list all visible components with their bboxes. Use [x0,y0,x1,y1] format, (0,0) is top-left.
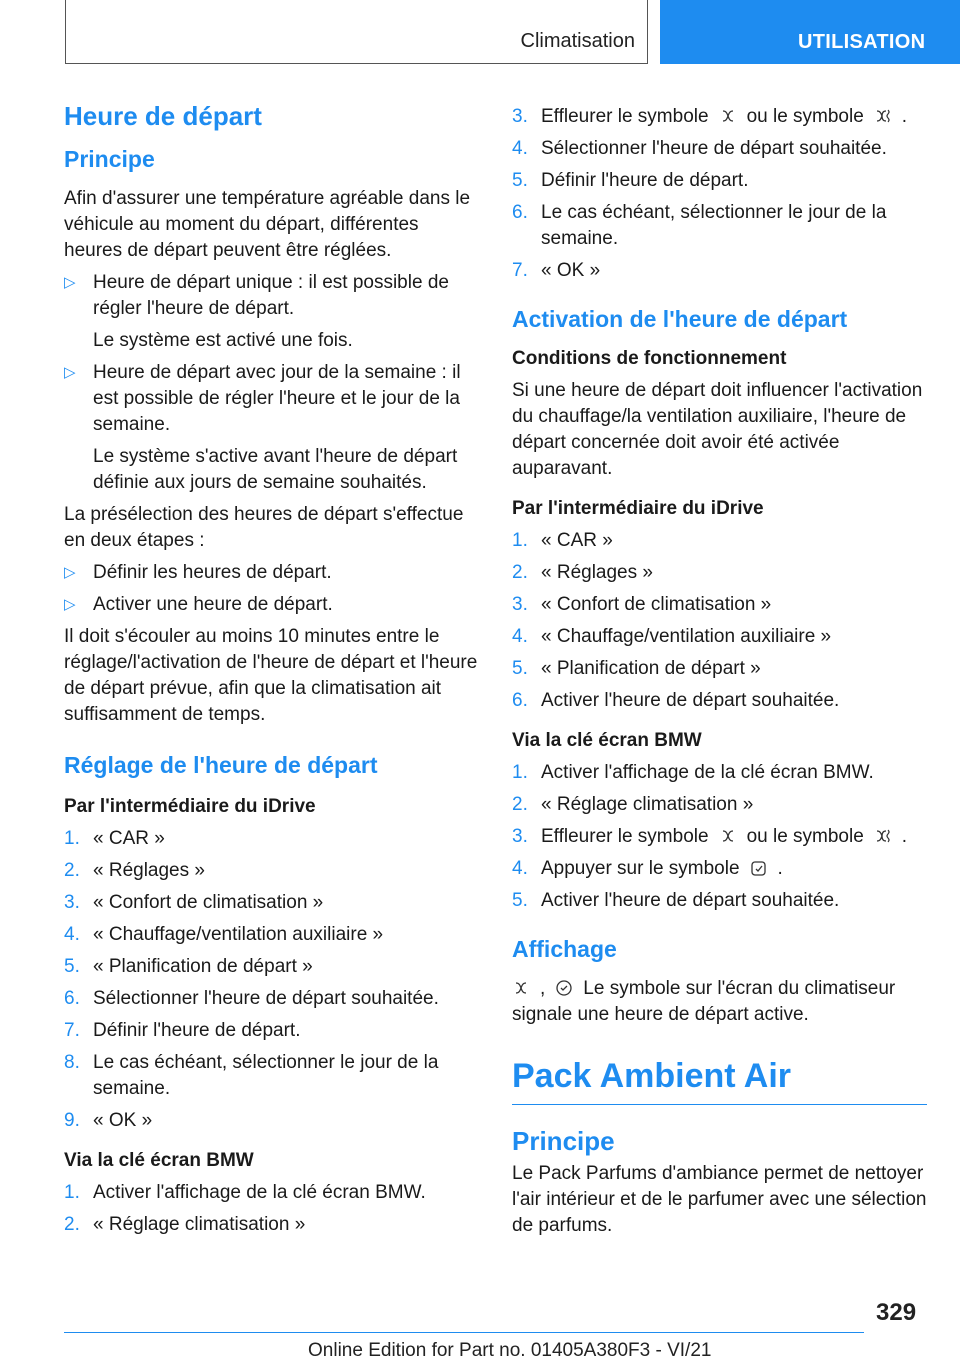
numbered-list-key [64,1180,479,1238]
step-text: « Confort de climatisation » [541,594,772,615]
step-text: « Réglage climatisation » [93,1214,306,1235]
footer-divider [64,1332,864,1333]
numbered-list-key-activation [512,760,927,914]
step-text: « Confort de climatisation » [93,892,324,913]
list-item [512,760,927,786]
list-item [64,1018,479,1044]
affichage-text: Le symbole sur l'écran du climatiseur signale une heure de départ active. [512,978,896,1025]
list-item-text: Heure de départ unique : il est possible de régler l'heure de départ. [93,272,449,319]
step-number: 9. [64,1110,80,1131]
list-item [512,856,927,882]
step-number: 7. [512,260,528,281]
list-item [512,656,927,682]
step-text: « CAR » [541,530,613,551]
clock-icon [555,979,573,997]
heating-ventilation-icon [874,107,892,125]
heading-key: Via la clé écran BMW [64,1150,254,1171]
step-number: 2. [512,794,528,815]
step-text: Activer l'affichage de la clé écran BMW. [541,762,874,783]
step-number: 6. [64,988,80,1009]
list-item [64,890,479,916]
step-text: « Réglages » [541,562,653,583]
triangle-bullet-icon: ▷ [64,564,76,581]
step-number: 8. [64,1052,80,1073]
step-number: 1. [64,828,80,849]
step-number: 3. [512,106,528,127]
list-item [64,858,479,884]
heating-ventilation-icon [874,827,892,845]
list-item [512,592,927,618]
heading-idrive-activation: Par l'intermédiaire du iDrive [512,498,764,519]
list-item [512,688,927,714]
heading-pack-ambient-air: Pack Ambient Air [512,1056,927,1105]
step-text: Le cas échéant, sélectionner le jour de la semaine. [93,1052,439,1099]
heading-activation: Activation de l'heure de départ [512,306,848,332]
list-item [64,1108,479,1134]
list-item [512,792,927,818]
step-text: Activer l'heure de départ souhaitée. [541,890,840,911]
ventilation-icon [719,107,737,125]
bullet-list-modes [64,270,479,496]
heading-principe: Principe [64,146,155,172]
heading-heure-de-depart: Heure de départ [64,101,262,131]
left-column [64,100,479,1244]
heading-affichage: Affichage [512,936,617,962]
list-item [512,560,927,586]
paragraph-timing: Il doit s'écouler au moins 10 minutes entre le réglage/l'activation de l'heure de départ et l'heure de départ prévue, afin que la climatisation ait suffisamment de temps. [64,626,478,725]
list-item [64,360,479,496]
list-item [64,1180,479,1206]
triangle-bullet-icon: ▷ [64,364,76,381]
step-number: 1. [512,530,528,551]
list-item [512,200,927,252]
list-item [64,986,479,1012]
list-item [64,560,479,586]
step-number: 6. [512,690,528,711]
paragraph-conditions: Si une heure de départ doit influencer l'activation du chauffage/la ventilation auxiliaire, l'heure de départ concernée doit avoir été activée auparavant. [512,380,923,479]
list-item [512,624,927,650]
heading-principe-pack: Principe [512,1126,615,1156]
footer-edition: Online Edition for Part no. 01405A380F3 - VI/21 [308,1340,712,1361]
step-number: 1. [64,1182,80,1203]
numbered-list-idrive-activation [512,528,927,714]
section-header-box [65,0,648,64]
paragraph-intro: Afin d'assurer une température agréable dans le véhicule au moment du départ, différentes heures de départ peuvent être réglées. [64,188,471,261]
triangle-bullet-icon: ▷ [64,274,76,291]
list-item [64,1050,479,1102]
step-number: 3. [512,826,528,847]
heading-idrive: Par l'intermédiaire du iDrive [64,796,316,817]
step-text: Activer l'affichage de la clé écran BMW. [93,1182,426,1203]
step-text: Effleurer le symbole [541,106,709,127]
list-item-text: Définir les heures de départ. [93,562,332,583]
ventilation-icon [512,979,530,997]
page-number: 329 [876,1299,917,1326]
list-item [64,592,479,618]
step-text: « Planification de départ » [93,956,313,977]
step-text: « OK » [93,1110,153,1131]
step-text: Définir l'heure de départ. [93,1020,301,1041]
list-item-text: Heure de départ avec jour de la semaine : il est possible de régler l'heure et le jour de la semaine. [93,362,461,435]
heading-reglage: Réglage de l'heure de départ [64,752,378,778]
step-text: Le cas échéant, sélectionner le jour de la semaine. [541,202,887,249]
list-item [512,528,927,554]
list-item-text: Activer une heure de départ. [93,594,333,615]
list-item [64,826,479,852]
section-title: Climatisation [520,30,635,52]
list-item [512,258,927,284]
step-text: « Chauffage/ventilation auxiliaire » [541,626,832,647]
heading-conditions: Conditions de fonctionnement [512,348,787,369]
step-number: 1. [512,762,528,783]
timer-icon [750,859,768,877]
numbered-list-idrive [64,826,479,1134]
step-text: « Réglages » [93,860,205,881]
heading-key-activation: Via la clé écran BMW [512,730,702,751]
step-number: 2. [64,860,80,881]
step-text: « Chauffage/ventilation auxiliaire » [93,924,384,945]
list-item [512,104,927,130]
step-text: Sélectionner l'heure de départ souhaitée. [93,988,439,1009]
step-text: Activer l'heure de départ souhaitée. [541,690,840,711]
step-number: 5. [512,658,528,679]
step-text: Sélectionner l'heure de départ souhaitée. [541,138,887,159]
numbered-list-continued [512,104,927,284]
list-item [64,954,479,980]
step-text: ou le symbole [746,826,864,847]
triangle-bullet-icon: ▷ [64,596,76,613]
step-text: « Planification de départ » [541,658,761,679]
step-number: 2. [512,562,528,583]
step-text: Appuyer sur le symbole [541,858,740,879]
step-number: 4. [512,138,528,159]
ventilation-icon [719,827,737,845]
step-number: 6. [512,202,528,223]
step-number: 7. [64,1020,80,1041]
list-item [512,888,927,914]
step-number: 5. [512,170,528,191]
list-item-subtext: Le système est activé une fois. [93,330,353,351]
list-item [64,1212,479,1238]
bullet-list-steps [64,560,479,618]
right-column [512,104,927,1245]
step-text: « Réglage climatisation » [541,794,754,815]
step-number: 3. [64,892,80,913]
list-item [512,168,927,194]
step-number: 5. [64,956,80,977]
step-number: 5. [512,890,528,911]
step-number: 3. [512,594,528,615]
step-number: 4. [512,858,528,879]
list-item [512,824,927,850]
paragraph-pack: Le Pack Parfums d'ambiance permet de nettoyer l'air intérieur et de le parfumer avec une sélection de parfums. [512,1163,927,1236]
step-text: . [777,858,783,879]
step-text: Effleurer le symbole [541,826,709,847]
chapter-tab: UTILISATION [660,0,960,64]
step-number: 4. [512,626,528,647]
paragraph-steps: La présélection des heures de départ s'effectue en deux étapes : [64,504,464,551]
page-header [0,0,960,66]
step-text: . [901,826,908,847]
separator-text: , [540,978,546,999]
list-item-subtext: Le système s'active avant l'heure de départ définie aux jours de semaine souhaités. [93,446,458,493]
step-text: Définir l'heure de départ. [541,170,749,191]
step-text: . [901,106,908,127]
step-number: 4. [64,924,80,945]
list-item [64,922,479,948]
step-text: « CAR » [93,828,165,849]
list-item [64,270,479,354]
step-text: « OK » [541,260,601,281]
step-number: 2. [64,1214,80,1235]
list-item [512,136,927,162]
step-text: ou le symbole [746,106,864,127]
paragraph-affichage [512,976,927,1028]
